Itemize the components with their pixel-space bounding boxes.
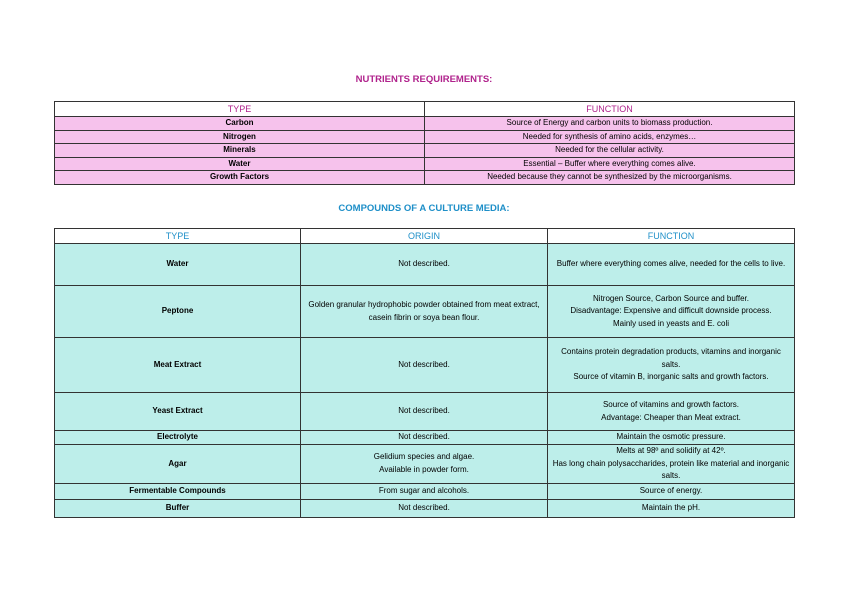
compounds-function-cell: Maintain the pH.	[548, 499, 795, 517]
compounds-origin-cell: From sugar and alcohols.	[301, 483, 548, 499]
compounds-function-cell: Source of vitamins and growth factors. Advantage: Cheaper than Meat extract.	[548, 393, 795, 431]
compounds-type-cell: Buffer	[55, 499, 301, 517]
compounds-function-cell: Source of energy.	[548, 483, 795, 499]
compounds-type-cell: Meat Extract	[55, 338, 301, 393]
nutrients-table-body	[55, 117, 795, 185]
compounds-row	[55, 244, 795, 286]
compounds-row	[55, 338, 795, 393]
compounds-header-function: FUNCTION	[548, 229, 795, 244]
compounds-type-cell: Fermentable Compounds	[55, 483, 301, 499]
compounds-header-origin: ORIGIN	[301, 229, 548, 244]
compounds-table	[54, 228, 795, 518]
compounds-origin-cell: Not described.	[301, 499, 548, 517]
compounds-type-cell: Water	[55, 244, 301, 286]
compounds-function-cell: Buffer where everything comes alive, needed for the cells to live.	[548, 244, 795, 286]
compounds-row	[55, 431, 795, 445]
nutrients-function-cell: Needed for synthesis of amino acids, enzymes…	[425, 130, 795, 144]
nutrients-header-function: FUNCTION	[425, 102, 795, 117]
compounds-table-body	[55, 244, 795, 518]
compounds-type-cell: Agar	[55, 445, 301, 484]
nutrients-table	[54, 101, 795, 185]
compounds-type-cell: Peptone	[55, 286, 301, 338]
compounds-origin-cell: Not described.	[301, 338, 548, 393]
compounds-row	[55, 286, 795, 338]
nutrients-function-cell: Needed because they cannot be synthesized by the microorganisms.	[425, 171, 795, 185]
nutrients-type-cell: Carbon	[55, 117, 425, 131]
compounds-origin-cell: Golden granular hydrophobic powder obtained from meat extract, casein fibrin or soya bean flour.	[301, 286, 548, 338]
nutrients-row	[55, 157, 795, 171]
compounds-function-cell: Nitrogen Source, Carbon Source and buffer. Disadvantage: Expensive and difficult downside process. Mainly used in yeasts and E. coli	[548, 286, 795, 338]
compounds-origin-cell: Not described.	[301, 244, 548, 286]
nutrients-row	[55, 130, 795, 144]
compounds-origin-cell: Not described.	[301, 431, 548, 445]
compounds-row	[55, 393, 795, 431]
nutrients-title: NUTRIENTS REQUIREMENTS:	[355, 74, 493, 85]
compounds-header-row	[55, 229, 795, 244]
compounds-type-cell: Electrolyte	[55, 431, 301, 445]
nutrients-header-row	[55, 102, 795, 117]
compounds-row	[55, 499, 795, 517]
nutrients-function-cell: Needed for the cellular activity.	[425, 144, 795, 158]
nutrients-function-cell: Essential – Buffer where everything comes alive.	[425, 157, 795, 171]
compounds-function-cell: Melts at 98º and solidify at 42º. Has long chain polysaccharides, protein like material and inorganic salts.	[548, 445, 795, 484]
nutrients-type-cell: Water	[55, 157, 425, 171]
compounds-function-cell: Contains protein degradation products, vitamins and inorganic salts. Source of vitamin B, inorganic salts and growth factors.	[548, 338, 795, 393]
nutrients-type-cell: Minerals	[55, 144, 425, 158]
compounds-row	[55, 483, 795, 499]
nutrients-row	[55, 171, 795, 185]
nutrients-header-type: TYPE	[55, 102, 425, 117]
nutrients-row	[55, 117, 795, 131]
compounds-origin-cell: Not described.	[301, 393, 548, 431]
compounds-row	[55, 445, 795, 484]
compounds-type-cell: Yeast Extract	[55, 393, 301, 431]
nutrients-type-cell: Growth Factors	[55, 171, 425, 185]
nutrients-function-cell: Source of Energy and carbon units to biomass production.	[425, 117, 795, 131]
nutrients-row	[55, 144, 795, 158]
compounds-header-type: TYPE	[55, 229, 301, 244]
compounds-function-cell: Maintain the osmotic pressure.	[548, 431, 795, 445]
compounds-title: COMPOUNDS OF A CULTURE MEDIA:	[338, 203, 510, 214]
nutrients-type-cell: Nitrogen	[55, 130, 425, 144]
compounds-origin-cell: Gelidium species and algae. Available in powder form.	[301, 445, 548, 484]
